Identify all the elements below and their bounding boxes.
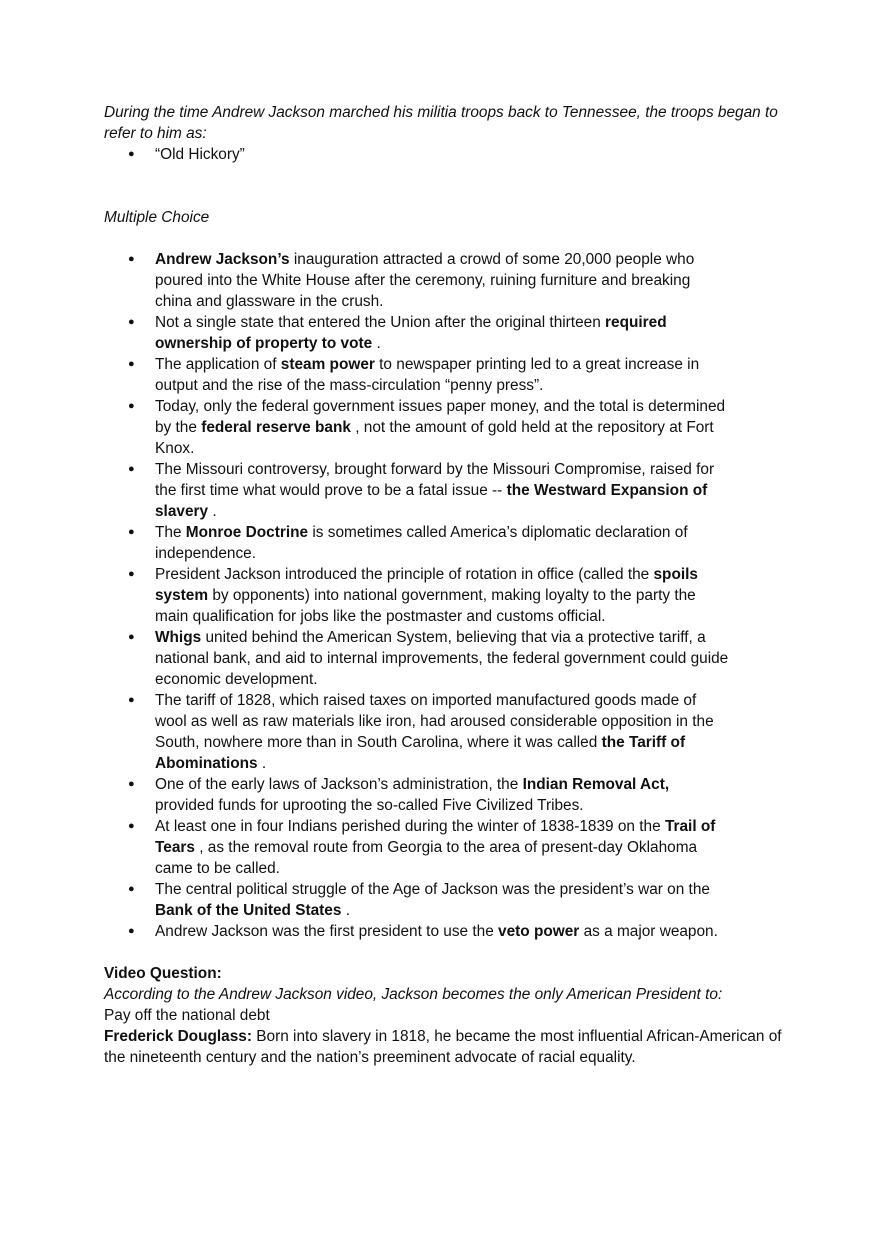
list-item	[104, 522, 729, 564]
item-text: Not a single state that entered the Union after the original thirteen	[155, 314, 606, 331]
item-text: The	[155, 524, 186, 541]
intro-question: During the time Andrew Jackson marched his militia troops back to Tennessee, the troops began to refer to him as:	[104, 104, 778, 142]
multiple-choice-heading: Multiple Choice	[104, 209, 210, 226]
bold-term: spoils system	[155, 566, 698, 604]
item-text: At least one in four Indians perished during the winter of 1838-1839 on the	[155, 818, 665, 835]
video-answer: Pay off the national debt	[104, 1007, 270, 1024]
list-item	[104, 879, 729, 921]
video-question-heading: Video Question:	[104, 965, 222, 982]
item-text: Andrew Jackson was the first president to use the	[155, 923, 499, 940]
video-question: According to the Andrew Jackson video, Jackson becomes the only American President to:	[104, 986, 723, 1003]
list-item	[104, 816, 729, 879]
douglass-paragraph	[104, 1026, 784, 1068]
item-text: The Missouri controversy, brought forward by the Missouri Compromise, raised for the first time what would prove to be a fatal issue --	[155, 461, 715, 499]
douglass-text: Born into slavery in 1818, he became the most influential African-American of the nineteenth century and the nation’s preeminent advocate of racial equality.	[104, 1028, 782, 1066]
list-item	[104, 354, 729, 396]
bold-term: required ownership of property to vote	[155, 314, 667, 352]
item-text: The application of	[155, 356, 281, 373]
bold-term: Bank of the United States	[155, 902, 342, 919]
douglass-label: Frederick Douglass:	[104, 1028, 252, 1045]
intro-answer-list	[104, 144, 784, 165]
bold-term: the Westward Expansion of slavery	[155, 482, 708, 520]
bold-term: veto power	[498, 923, 580, 940]
bold-term: the Tariff of Abominations	[155, 734, 686, 772]
item-text: .	[208, 503, 217, 520]
list-item	[104, 312, 729, 354]
item-text: President Jackson introduced the principle of rotation in office (called the	[155, 566, 654, 583]
list-item	[104, 249, 729, 312]
document-page	[104, 102, 784, 1068]
item-text: , as the removal route from Georgia to the area of present-day Oklahoma came to be called.	[155, 839, 698, 877]
item-text: as a major weapon.	[579, 923, 718, 940]
bold-term: steam power	[280, 356, 375, 373]
item-text: to newspaper printing led to a great increase in output and the rise of the mass-circulation “penny press”.	[155, 356, 700, 394]
item-text: united behind the American System, believing that via a protective tariff, a national bank, and aid to internal improvements, the federal government could guide economic development.	[155, 629, 729, 688]
item-text: .	[257, 755, 267, 772]
list-item	[104, 774, 729, 816]
item-text: .	[372, 335, 381, 352]
list-item	[104, 396, 729, 459]
item-text: The tariff of 1828, which raised taxes on imported manufactured goods made of wool as well as raw materials like iron, had aroused considerable opposition in the South, nowhere more than in South Carolina, where it was called	[155, 692, 714, 751]
bold-term: Trail of Tears	[155, 818, 716, 856]
item-text: inauguration attracted a crowd of some 20,000 people who poured into the White House after the ceremony, ruining furniture and breaking china and glassware in the crush.	[155, 251, 695, 310]
item-text: The central political struggle of the Age of Jackson was the president’s war on the	[155, 881, 710, 898]
list-item	[104, 627, 729, 690]
bold-term: Andrew Jackson’s	[155, 251, 290, 268]
list-item	[104, 564, 729, 627]
bold-term: Whigs	[155, 629, 202, 646]
item-text: Today, only the federal government issues paper money, and the total is determined by the	[155, 398, 726, 436]
item-text: by opponents) into national government, making loyalty to the party the main qualification for jobs like the postmaster and customs official.	[155, 587, 696, 625]
item-text: , not the amount of gold held at the repository at Fort Knox.	[155, 419, 714, 457]
item-text: One of the early laws of Jackson’s administration, the	[155, 776, 523, 793]
bold-term: Monroe Doctrine	[185, 524, 309, 541]
bold-term: Indian Removal Act,	[522, 776, 670, 793]
item-text: is sometimes called America’s diplomatic declaration of independence.	[155, 524, 688, 562]
list-item	[104, 690, 729, 774]
list-item	[104, 921, 729, 942]
bold-term: federal reserve bank	[201, 419, 351, 436]
item-text: provided funds for uprooting the so-called Five Civilized Tribes.	[155, 797, 584, 814]
list-item	[104, 459, 729, 522]
multiple-choice-list	[104, 249, 729, 942]
item-text: .	[341, 902, 350, 919]
intro-answer: ● “Old Hickory”	[104, 144, 784, 165]
